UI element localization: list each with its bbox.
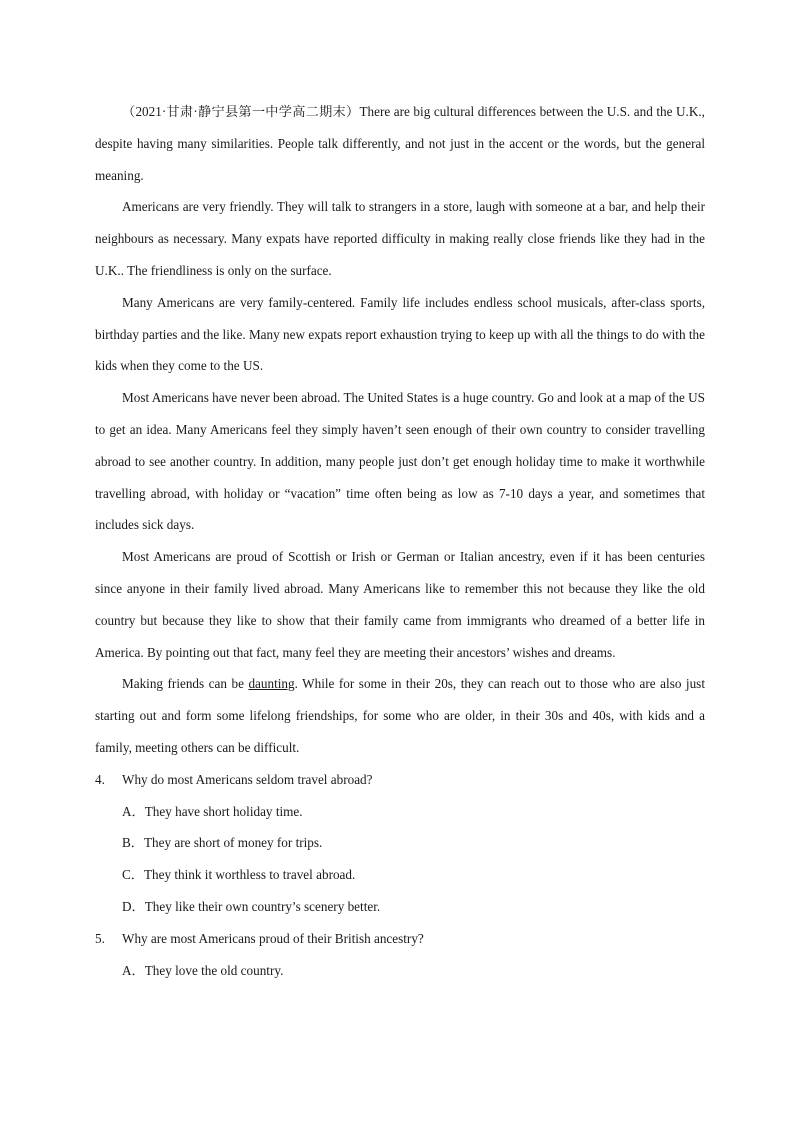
passage-paragraph-2: Americans are very friendly. They will talk to strangers in a store, laugh with someone at a bar, and help their neighbours as necessary. Many expats have reported difficulty in making really close friends like they had in the U.K.. The friendliness is only on the surface. <box>95 199 705 278</box>
question-number: 4. <box>95 771 105 787</box>
question-4-option-c: C．They think it worthless to travel abroad. <box>122 867 356 883</box>
question-5-option-a: A．They love the old country. <box>122 962 284 978</box>
question-4 <box>95 764 705 796</box>
paragraph-1-text: There are big cultural differences between the U.S. and the U.K., despite having many similarities. People talk differently, and not just in the accent or the words, but the general meaning. <box>95 104 705 183</box>
question-4-option-b: B．They are short of money for trips. <box>122 835 323 851</box>
document-page <box>95 96 705 986</box>
source-citation: （2021·甘肃·静宁县第一中学高二期末） <box>122 104 360 119</box>
question-4-option-a: A．They have short holiday time. <box>122 803 303 819</box>
paragraph-6-text-start: Making friends can be <box>122 676 249 692</box>
question-5 <box>95 923 705 955</box>
passage-paragraph-5: Most Americans are proud of Scottish or Irish or German or Italian ancestry, even if it has been centuries since anyone in their family lived abroad. Many Americans like to remember this not because they like the old country but because they like to show that their family came from immigrants who dreamed of a better life in America. By pointing out that fact, many feel they are meeting their ancestors’ wishes and dreams. <box>95 549 705 660</box>
passage-paragraph-1 <box>95 96 705 191</box>
passage-paragraph-3: Many Americans are very family-centered. Family life includes endless school musicals, after-class sports, birthday parties and the like. Many new expats report exhaustion trying to keep up with all the things to do with the kids when they come to the US. <box>95 294 705 374</box>
question-number: 5. <box>95 930 105 946</box>
paragraph-6-text-end: . While for some in their 20s, they can reach out to those who are also just starting out and form some lifelong friendships, for some who are older, in their 30s and 40s, with kids and a family, meeting others can be difficult. <box>95 676 705 755</box>
question-stem: Why are most Americans proud of their British ancestry? <box>122 930 424 946</box>
question-4-option-d: D．They like their own country’s scenery better. <box>122 898 381 914</box>
passage-paragraph-6 <box>95 668 705 763</box>
passage-paragraph-4: Most Americans have never been abroad. The United States is a huge country. Go and look at a map of the US to get an idea. Many Americans feel they simply haven’t seen enough of their own country to consider travelling abroad to see another country. In addition, many people just don’t get enough holiday time to make it worthwhile travelling abroad, with holiday or “vacation” time often being as low as 7-10 days a year, and sometimes that includes sick days. <box>95 390 705 533</box>
underlined-word: daunting <box>248 676 295 692</box>
question-stem: Why do most Americans seldom travel abroad? <box>122 771 373 787</box>
